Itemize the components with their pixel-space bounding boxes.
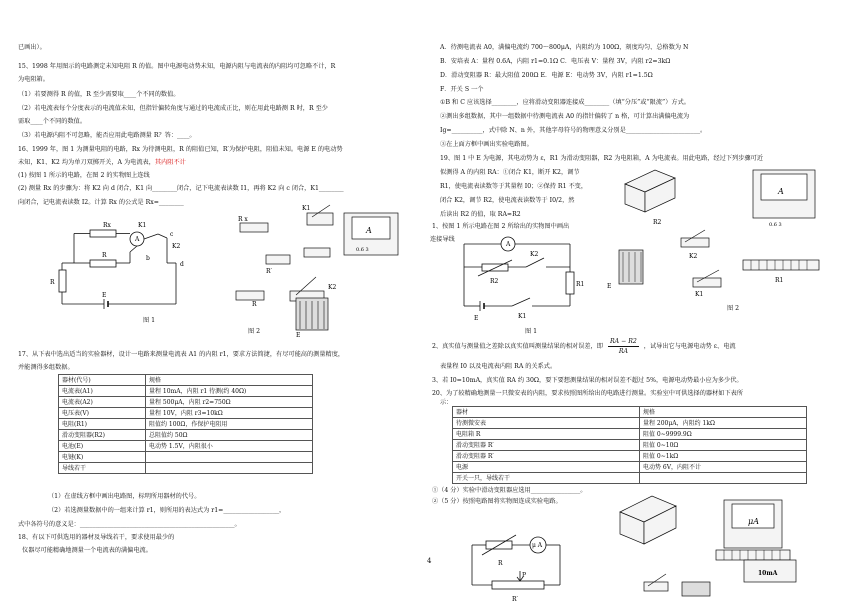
text-line: A．待测电流表 A0，满偏电流约 700～800μA，内阻约为 100Ω，刻度均匀、总格数为 N [440,44,689,51]
table-row [453,462,807,473]
label-rprime: R′ [512,596,518,603]
label-microammeter: μ A [532,542,543,549]
label-ammeter: A [506,241,511,248]
text-line: 闭合 K2，调节 R2，使电流表读数等于 I0/2，然 [440,197,575,204]
table-cell [146,463,313,474]
label-r: R [102,252,107,259]
text-line: (2) 测量 Rx 的步骤为：将 K2 向 d 闭合，K1 向________闭合，记下电流表读数 I1，再将 K2 向 c 闭合，K1________ [18,185,344,192]
table-cell: 量程 200μA，内阻约 1kΩ [640,418,807,429]
apparatus-q19-top [625,162,825,232]
table-cell: 电源 [453,462,640,473]
text-line: 1、按图 1 所示电路在图 2 所给出的实物图中画出 [432,223,570,230]
text-line: ①（4 分）实验中滑动变阻器应选用________________。 [432,487,587,494]
label-rprime: R′ [266,268,272,275]
label-ammeter: A [366,226,372,235]
table-cell [640,473,807,484]
meter-scale: 0.6 3 [769,222,782,228]
table-cell: 开关一只，导线若干 [453,473,640,484]
label-d: d [180,261,184,268]
meter-scale: 0.6 3 [356,247,369,253]
text-line: 后读出 R2 的值，取 RA≈R2 [440,211,521,218]
text-line: F．开关 S 一个 [440,86,484,93]
table-header-cell: 器材(代号) [59,375,146,386]
table-cell: 待测微安表 [453,418,640,429]
text-line: 3、若 I0=10mA，真实值 RA 约 30Ω，要下要想测量结果的相对误差不超过 5%，电源电动势最小应为多少伏。 [432,377,743,384]
table-header-cell: 器材 [453,407,640,418]
label-k1: K1 [695,291,704,298]
text-line: 已画出）。 [18,44,46,51]
fraction-denominator: RA [618,348,628,355]
text-line: Ig=__________，式中除 N、n 外，其他字母符号的物理意义分别是________________________。 [440,127,707,134]
text-line: 连接导线 [430,236,455,243]
red-note: 其内阻不计 [154,159,186,166]
table-cell [146,452,313,463]
table-cell: 滑动变阻器 R′ [453,451,640,462]
label-ammeter: A [778,187,784,196]
text-line: 式中各符号的意义是：__________________________________________________。 [18,521,241,528]
right-column [430,0,860,607]
table-row [59,463,313,474]
table-header-cell: 规格 [640,407,807,418]
equipment-table [58,374,313,474]
text-line: D．滑动变阻器 R：最大阻值 200Ω E．电源 E：电动势 3V，内阻 r1=1.5Ω [440,72,653,79]
table-cell: 阻值 0~10Ω [640,440,807,451]
text-line: ②（5 分）按照电路图将实物图连成实验电路。 [432,498,562,505]
q2-text: 2、真实值与测量值之差除以真实值叫测量结果的相对误差，即 [432,343,603,350]
label-rx: R x [238,216,248,223]
table-row [453,451,807,462]
text-line: （1）若要测得 R 的值，R 至少需要取____个不同的数值。 [18,91,180,98]
text-line: ①B 和 C 应该选择________，应将滑动变阻器连接成________（填“分压”或“限流”）方式。 [440,99,690,106]
circuit-diagram-q19 [460,236,600,326]
table-cell: 导线若干 [59,463,146,474]
label-e: E [102,292,107,299]
label-r2: R2 [653,219,662,226]
table-row [59,441,313,452]
table-row [453,418,807,429]
text-line: 为电阻箱。 [18,76,49,83]
label-c: c [170,231,174,238]
q2-text: ，试导出它与电源电动势 ε、电流 [643,343,736,350]
text-line: B．安培表 A：量程 0.6A，内阻 r1=0.1Ω C．电压表 V：量程 3V，内阻 r2=3kΩ [440,58,671,65]
label-k1: K1 [138,222,147,229]
text-line: 18、有以下可供选用的器材及导线若干，要求使用最少的 [18,534,175,541]
table-cell: 电流表(A2) [59,397,146,408]
table-cell: 电流表(A1) [59,386,146,397]
text-line: R1，使电流表读数等于其量程 I0；②保持 R1 不变， [440,183,588,190]
text-line: (1) 按图 1 所示的电路，在图 2 的实物图上连线 [18,172,150,179]
label-p: P [522,572,527,579]
label-k2: K2 [530,251,539,258]
fig1-caption: 图 1 [525,328,538,335]
label-e: E [607,283,612,290]
table-cell: 量程 10V，内阻 r3=10kΩ [146,408,313,419]
label-r1: R1 [775,277,784,284]
label-e: E [474,315,479,322]
table-cell: 阻值 0~9999.9Ω [640,429,807,440]
text-line: 20、为了较精确地测量一只微安表的内阻，要求按照图所给出的电路进行测量。实验室中可供选择的器材如下表所 [432,390,744,397]
text-line: （2）若选测量数据中的一组来计算 r1，则所用的表达式为 r1=__________________， [48,507,286,514]
table-cell: 电动势 1.5V，内阻很小 [146,441,313,452]
label-ammeter: A [135,236,140,243]
label-k2: K2 [689,253,698,260]
table-row [59,430,313,441]
text-line: （3）若电源内阻不可忽略，能否应用此电路测量 R？答：____。 [18,132,196,139]
table-cell: 电阻箱 R [453,429,640,440]
equipment-table-q20 [452,406,807,484]
text-line: 示： [440,399,453,406]
table-cell: 电键(K) [59,452,146,463]
apparatus-fig2 [232,203,402,339]
text-line: 似测得 A 的内阻 RA：①闭合 K1，断开 K2，调节 [440,169,580,176]
circuit-diagram-q20 [472,515,592,603]
text-line: 19、图 1 中 E 为电源，其电动势为 ε，R1 为滑动变阻器，R2 为电阻箱，A 为电流表。用此电路，经过下列步骤可近 [440,155,763,162]
label-rx: Rx [103,222,111,229]
label-k1: K1 [518,313,527,320]
text-line: （2）若电流表每个分度表示的电流值未知，但指针偏转角度与通过的电流成正比，则在用此电路测 R 时，R 至少 [18,105,328,112]
text-line: 向闭合，记电流表读数 I2。计算 Rx 的公式是 Rx=________ [18,199,184,206]
text-line: ②测出多组数据，其中一组数据中待测电流表 A0 的指针偏转了 n 格，可计算出满偏电流为 [440,113,690,120]
apparatus-q20 [620,490,850,600]
text-line: 17、从下表中选出适当的实验器材，设计一电路来测量电流表 A1 的内阻 r1，要求方法简捷，有尽可能高的测量精度， [18,351,345,358]
fig1-caption: 图 1 [143,317,156,324]
table-cell: 滑动变阻器 R′ [453,440,640,451]
label-r1: R1 [576,281,585,288]
text-line: 需取____个不同的数值。 [18,118,87,125]
table-row [453,473,807,484]
text-line [18,158,186,167]
table-cell: 阻值约 100Ω，作保护电阻用 [146,419,313,430]
label-r2: R2 [490,278,499,285]
label-k2: K2 [328,284,337,291]
text-line: 仪器尽可能精确地测量一个电流表的满偏电流。 [22,547,152,554]
text-line: 表量程 I0 以及电流表内阻 RA 的关系式。 [440,363,557,370]
fig2-caption: 图 2 [248,328,261,335]
table-row [59,419,313,430]
text-line: 15、1998 年用图示的电路测定未知电阻 R 的值。图中电源电动势未知，电源内阻与电流表的内阻均可忽略不计，R [18,63,336,70]
text-line: 16、1999 年，图 1 为测量电阻的电路，Rx 为待测电阻，R 的阻值已知，R′为保护电阻，阻值未知。电源 E 的电动势 [18,146,343,153]
table-cell: 电阻(R1) [59,419,146,430]
table-row [59,452,313,463]
label-k2: K2 [172,243,181,250]
text-line: （1）在虚线方框中画出电路图，标明所用器材的代号。 [48,493,201,500]
table-row [453,440,807,451]
label-box: 10mA [758,570,778,577]
table-cell: 总阻值约 50Ω [146,430,313,441]
table-cell: 量程 500μA，内阻 r2=750Ω [146,397,313,408]
page-number: 4 [427,557,432,565]
table-header-cell: 规格 [146,375,313,386]
text-line: ③在上面方框中画出实验电路图。 [440,141,533,148]
apparatus-q19-fig2 [607,230,835,310]
fraction-numerator: RA − R2 [609,338,637,345]
table-cell: 滑动变阻器(R2) [59,430,146,441]
table-cell: 电压表(V) [59,408,146,419]
label-rprime: R [50,279,55,286]
label-microammeter: μA [748,517,759,526]
table-cell: 阻值 0~1kΩ [640,451,807,462]
table-cell: 电池(E) [59,441,146,452]
table-cell: 量程 10mA，内阻 r1 待测(约 40Ω) [146,386,313,397]
table-header-row [453,407,807,418]
label-e: E [296,332,301,339]
table-row [59,408,313,419]
text-line: 并能测得多组数据。 [18,364,74,371]
fraction [608,337,639,356]
label-r: R [252,301,257,308]
label-b: b [146,255,150,262]
table-row [59,386,313,397]
table-cell: 电动势 6V，内阻不计 [640,462,807,473]
label-r: R [498,560,503,567]
text-span: 未知，K1、K2 均为单刀双掷开关，A 为电流表， [18,159,155,166]
table-row [453,429,807,440]
label-k1: K1 [302,205,311,212]
table-row [59,397,313,408]
text-line [432,337,736,356]
fig2-caption: 图 2 [727,305,740,312]
table-header-row [59,375,313,386]
